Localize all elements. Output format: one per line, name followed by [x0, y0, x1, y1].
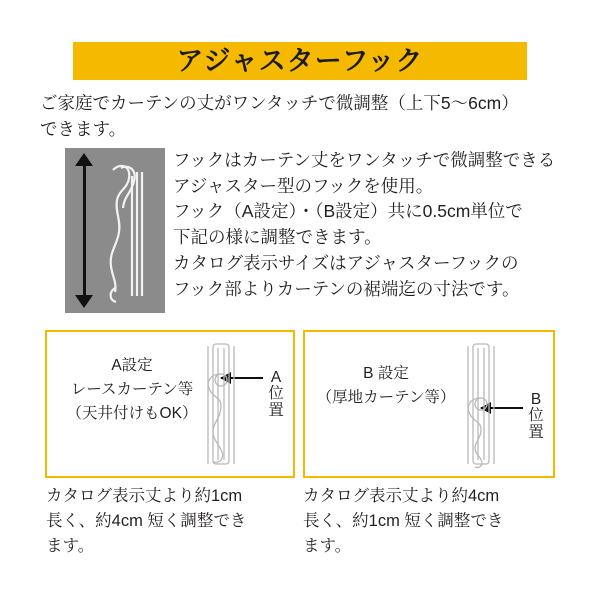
panel-a-position-label [267, 370, 285, 419]
caption-b-line-1: カタログ表示丈より約4cm [303, 487, 500, 505]
caption-a-line-3: ます。 [46, 536, 95, 555]
description-line-6: フック部よりカーテンの裾端迄の寸法です。 [173, 278, 520, 299]
description-line-1: フックはカーテン丈をワンタッチで微調整できる [173, 150, 556, 170]
panel-a-position-char-1: A [270, 369, 282, 386]
panel-setting-a [45, 330, 295, 478]
lead-line-2: できます。 [40, 119, 127, 140]
panel-b-hook-diagram-icon [455, 340, 507, 470]
left-gutter [0, 0, 22, 600]
panel-a-position-char-3: 置 [268, 401, 284, 419]
lead-line-1: ご家庭でカーテンの丈がワンタッチで微調整（上下5～6cm） [40, 93, 519, 113]
description-line-2: アジャスター型のフックを使用。 [173, 175, 434, 196]
panel-a-label-2: レースカーテン等 [70, 381, 194, 399]
panel-b-position-label [527, 392, 545, 441]
panel-b-labels [311, 362, 461, 410]
panel-a-position-char-2: 位 [268, 385, 284, 403]
arrow-down-icon [75, 295, 93, 308]
caption-a-line-1: カタログ表示丈より約1cm [46, 487, 243, 505]
caption-panel-a [46, 484, 296, 558]
description-line-5: カタログ表示サイズはアジャスターフックの [173, 252, 519, 273]
hook-illustration-icon [99, 156, 155, 306]
panel-b-label-2: （厚地カーテン等） [316, 389, 456, 407]
page-title: アジャスターフック [176, 45, 424, 76]
caption-panel-b [303, 484, 558, 558]
panel-b-position-char-1: B [530, 391, 542, 408]
panel-a-label-3: （天井付けもOK） [66, 405, 198, 423]
caption-b-line-3: ます。 [303, 536, 352, 555]
page-title-banner [73, 42, 527, 80]
panel-b-label-1: B 設定 [363, 365, 409, 382]
panel-b-position-char-2: 位 [528, 407, 544, 425]
lead-paragraph [40, 90, 570, 143]
panel-a-labels [57, 354, 207, 426]
arrow-shaft [83, 162, 86, 300]
panel-b-position-char-3: 置 [528, 423, 544, 441]
caption-b-line-2: 長く、約1cm 短く調整でき [303, 511, 504, 530]
panel-a-hook-diagram-icon [195, 340, 247, 470]
adjuster-hook-photo [65, 148, 165, 313]
caption-a-line-2: 長く、約4cm 短く調整でき [46, 511, 247, 530]
panel-setting-b [303, 330, 555, 478]
right-gutter [578, 0, 600, 600]
description-block [173, 148, 573, 302]
description-line-4: 下記の様に調整できます。 [173, 227, 382, 248]
panel-a-label-1: A設定 [111, 357, 153, 374]
description-line-3: フック（A設定）・（B設定）共に0.5cm単位で [173, 201, 523, 222]
